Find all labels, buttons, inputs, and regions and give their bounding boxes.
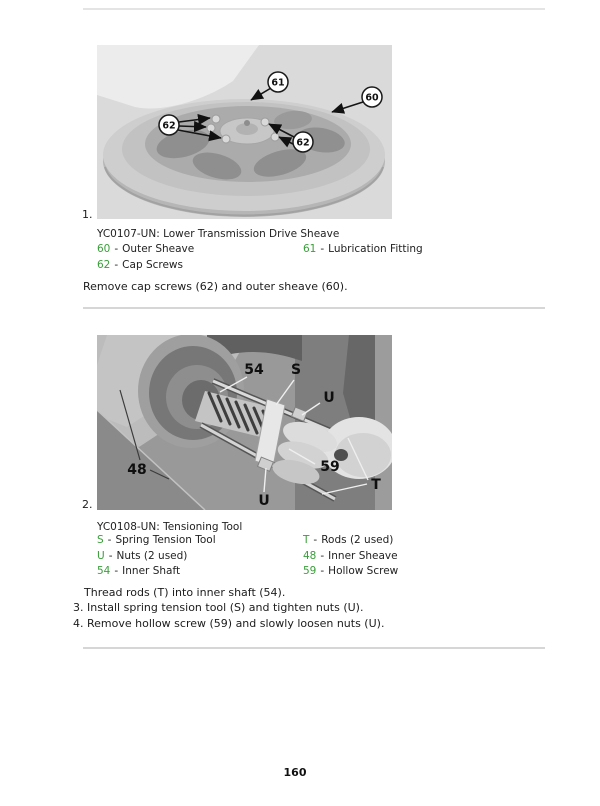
- legend-item-54: [97, 565, 303, 577]
- part-label-48: 48: [127, 462, 147, 478]
- bottom-divider: [83, 647, 545, 649]
- figure-sheave-photo: [97, 45, 392, 219]
- step-4: [73, 617, 384, 631]
- legend-item-60: [97, 243, 303, 255]
- part-label-S: S: [290, 362, 302, 378]
- legend-key: U: [97, 549, 105, 562]
- page-number: 160: [283, 766, 307, 779]
- legend-label: Cap Screws: [122, 258, 183, 271]
- legend-item-U: [97, 550, 303, 562]
- step-3-text: Install spring tension tool (S) and tighten nuts (U).: [87, 601, 364, 614]
- part-label-54: 54: [244, 362, 264, 378]
- legend-label: Outer Sheave: [122, 243, 195, 255]
- mid-divider: [83, 307, 545, 309]
- legend-label: Inner Sheave: [328, 549, 398, 562]
- step-3: [73, 601, 363, 615]
- figure1-caption: YC0107-UN: Lower Transmission Drive Sheave: [97, 228, 340, 240]
- legend-key: T: [303, 534, 310, 546]
- figure2-list-number: 2.: [82, 498, 93, 511]
- legend-separator: -: [114, 565, 119, 577]
- legend-key: S: [97, 534, 104, 546]
- legend-separator: -: [114, 258, 119, 271]
- callout-60: [362, 87, 382, 107]
- legend-label: Lubrication Fitting: [328, 243, 423, 255]
- figure1-legend: [97, 243, 423, 274]
- legend-separator: -: [108, 549, 113, 562]
- legend-item-62: [97, 259, 303, 271]
- part-label-59: 59: [320, 459, 340, 475]
- part-label-U-top: U: [323, 390, 335, 406]
- figure2-legend: [97, 534, 398, 581]
- part-label-T: T: [371, 477, 381, 493]
- flange-disc: [138, 335, 244, 448]
- legend-item-61: [303, 243, 423, 255]
- legend-separator: -: [320, 565, 325, 577]
- legend-key: 62: [97, 258, 111, 271]
- legend-key: 60: [97, 243, 111, 255]
- legend-label: Spring Tension Tool: [115, 534, 216, 546]
- legend-label: Inner Shaft: [122, 565, 181, 577]
- svg-text:60: 60: [365, 92, 379, 104]
- callout-62-right: [293, 132, 313, 152]
- legend-label: Rods (2 used): [321, 534, 394, 546]
- legend-separator: -: [320, 549, 325, 562]
- lubrication-fitting: [244, 120, 250, 126]
- legend-item-T: [303, 534, 398, 546]
- legend-separator: -: [107, 534, 112, 546]
- svg-text:62: 62: [296, 137, 310, 149]
- tensioning-tool-svg: [97, 335, 392, 510]
- legend-separator: -: [114, 243, 119, 255]
- sheave-photo-svg: [97, 45, 392, 219]
- figure1-list-number: 1.: [82, 208, 93, 221]
- legend-label: Hollow Screw: [328, 565, 399, 577]
- legend-label: Nuts (2 used): [116, 549, 188, 562]
- callout-61: [268, 72, 288, 92]
- legend-separator: -: [313, 534, 318, 546]
- step-4-text: Remove hollow screw (59) and slowly loosen nuts (U).: [87, 617, 385, 630]
- callout-62-left: [159, 115, 179, 135]
- figure-tensioning-tool-photo: [97, 335, 392, 510]
- part-label-U-bottom: U: [258, 493, 270, 509]
- svg-text:61: 61: [271, 77, 285, 89]
- legend-separator: -: [320, 243, 325, 255]
- legend-key: 48: [303, 549, 317, 562]
- legend-item-S: [97, 534, 303, 546]
- figure2-caption: YC0108-UN: Tensioning Tool: [97, 521, 243, 533]
- legend-key: 59: [303, 565, 317, 577]
- sheave-wheel: [103, 99, 385, 217]
- legend-item-48: [303, 550, 398, 562]
- svg-text:62: 62: [162, 120, 176, 132]
- instruction-thread-rods: Thread rods (T) into inner shaft (54).: [84, 586, 286, 599]
- legend-key: 61: [303, 243, 317, 255]
- top-divider: [83, 8, 545, 10]
- legend-key: 54: [97, 565, 111, 577]
- step-3-number: 3.: [73, 601, 84, 614]
- step-4-number: 4.: [73, 617, 84, 630]
- instruction-remove-cap-screws: Remove cap screws (62) and outer sheave (60).: [83, 280, 348, 293]
- legend-item-59: [303, 565, 398, 577]
